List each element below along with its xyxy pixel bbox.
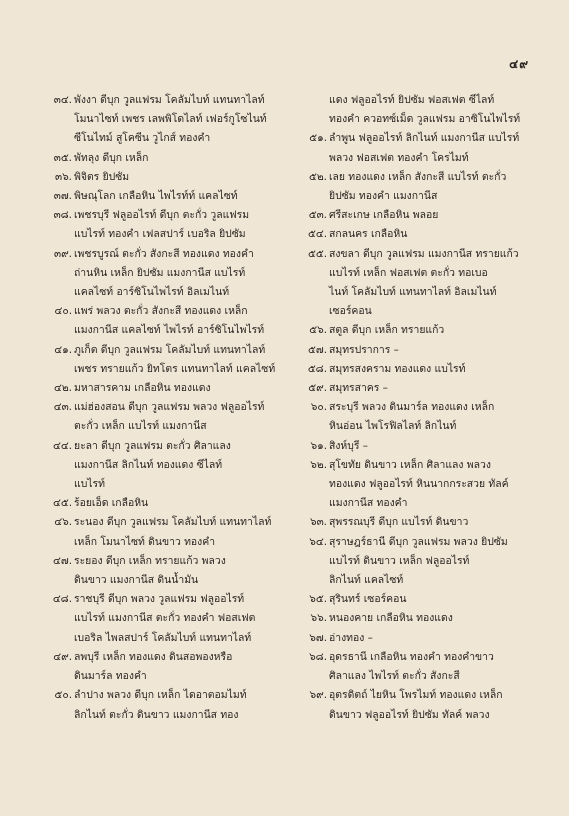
entry-line: ศรีสะเกษ เกลือหิน พลอย [329, 209, 439, 222]
entry-number: ๖๑. [310, 439, 327, 452]
entry-line: อุตรดิตถ์ ไยหิน โพรไมท์ ทองแดง เหล็ก [329, 689, 503, 702]
entry-number: ๔๔. [52, 439, 72, 452]
entry-line: เซอร์คอน [329, 305, 372, 318]
entry-number: ๔๑. [54, 343, 72, 356]
province-entry [295, 456, 535, 514]
province-entry [40, 379, 280, 398]
entry-number: ๖๕. [309, 593, 327, 606]
right-column [295, 91, 535, 725]
entry-line: แมงกานีส แคลไซท์ ไพไรท์ อาร์ซิโนไพไรท์ [74, 324, 265, 337]
entry-line: พิษณุโลก เกลือหิน ไพไรท์ท์ แคลไซท์ [74, 190, 238, 203]
entry-line: ดินขาว แมงกานีส ดินน้ำมัน [74, 574, 199, 587]
entry-number: ๕๘. [307, 362, 327, 375]
province-entry [40, 552, 280, 590]
entry-number: ๔๐. [54, 305, 72, 318]
entry-line: สุพรรณบุรี ดีบุก แบไรท์ ดินขาว [329, 516, 469, 529]
entry-line: ราชบุรี ดีบุก พลวง วูลแฟรม ฟลูออไรท์ [74, 593, 245, 606]
entry-number: ๕๕. [307, 247, 327, 260]
province-entry [295, 590, 535, 609]
entry-number: ๔๙. [53, 650, 72, 663]
province-entry [295, 360, 535, 379]
entry-number: ๔๗. [53, 554, 72, 567]
entry-number: ๓๘. [53, 209, 72, 222]
entry-line: ยิปซัม ทองคำ แมงกานีส [329, 190, 438, 203]
province-entry [295, 245, 535, 322]
province-entry [40, 398, 280, 436]
entry-line: แดง ฟลูออไรท์ ยิปซัม ฟอสเฟต ซีไลท์ [329, 94, 495, 106]
province-entry [40, 437, 280, 495]
province-entry [295, 91, 535, 129]
entry-line: ตะกั่ว เหล็ก แบไรท์ แมงกานีส [74, 420, 207, 433]
entry-number: ๔๒. [53, 382, 72, 395]
entry-line: มหาสารคาม เกลือหิน ทองแดง [74, 382, 211, 395]
entry-line: แมงกานีส ลิกไนท์ ทองแดง ซีไลท์ [74, 458, 223, 471]
province-entry [295, 629, 535, 648]
entry-line: แม่ฮ่องสอน ดีบุก วูลแฟรม พลวง ฟลูออไรท์ [74, 401, 265, 414]
entry-number: ๓๙. [53, 247, 72, 260]
entry-number: ๖๖. [310, 612, 327, 625]
entry-line: แมงกานีส ทองคำ [329, 497, 408, 510]
province-entry [295, 206, 535, 225]
entry-number: ๓๖. [54, 170, 72, 183]
entry-line: ทองแดง ฟลูออไรท์ หินนากกระสวย ทัลค์ [329, 478, 509, 491]
province-entry [40, 302, 280, 340]
province-entry [295, 341, 535, 360]
entry-line: สงขลา ดีบุก วูลแฟรม แมงกานีส ทรายแก้ว [329, 247, 519, 260]
province-entry [40, 149, 280, 168]
entry-line: สุรินทร์ เซอร์คอน [329, 593, 407, 606]
entry-line: พัทลุง ดีบุก เหล็ก [74, 151, 149, 164]
entry-number: ๖๐. [310, 401, 327, 414]
entry-line: ลิกไนท์ ตะกั่ว ดินขาว แมงกานีส ทอง [74, 708, 239, 721]
province-entry [40, 187, 280, 206]
entry-number: ๔๕. [52, 497, 72, 510]
province-entry [40, 245, 280, 303]
province-entry [295, 379, 535, 398]
entry-line: สมุทรปราการ – [329, 343, 399, 356]
entry-line: ลำปาง พลวง ดีบุก เหล็ก ไดอาตอมไมท์ [74, 689, 247, 702]
entry-number: ๔๖. [54, 516, 72, 529]
entry-line: เบอริล ไพลสปาร์ โคลัมไบท์ แทนทาไลท์ [74, 631, 252, 644]
entry-line: แบไรท์ เหล็ก ฟอสเฟต ตะกั่ว ทอเบอ [329, 266, 488, 279]
entry-number: ๖๒. [310, 458, 327, 471]
entry-number: ๕๒. [308, 170, 327, 183]
province-entry [40, 590, 280, 648]
entry-number: ๖๘. [309, 650, 327, 663]
entry-number: ๖๔. [309, 535, 327, 548]
entry-line: เลย ทองแดง เหล็ก สังกะสี แบไรท์ ตะกั่ว [329, 170, 507, 183]
entry-line: สุราษฎร์ธานี ดีบุก วูลแฟรม พลวง ยิปซัม [329, 535, 508, 548]
province-entry [295, 321, 535, 340]
province-entry [40, 341, 280, 379]
entry-line: พลวง ฟอสเฟต ทองคำ โครไมท์ [329, 151, 469, 164]
entry-number: ๓๗. [53, 190, 72, 203]
page-number: ๔๙ [509, 57, 529, 71]
entry-line: เหล็ก โมนาไซท์ ดินขาว ทองคำ [74, 535, 216, 548]
province-entry [295, 129, 535, 167]
entry-line: อ่างทอง – [329, 631, 373, 644]
entry-line: หินอ่อน ไพโรฟิลไลท์ ลิกไนท์ [329, 420, 457, 433]
entry-line: สิงห์บุรี – [329, 439, 368, 452]
province-entry [295, 513, 535, 532]
province-entry [40, 648, 280, 686]
entry-line: ทองคำ ควอทซ์เม็ด วูลแฟรม อาซิโนไพไรท์ [329, 113, 521, 126]
entry-number: ๖๙. [309, 689, 327, 702]
province-entry [40, 513, 280, 551]
entry-line: เพชรบูรณ์ ตะกั่ว สังกะสี ทองแดง ทองคำ [74, 247, 254, 260]
province-entry [295, 398, 535, 436]
entry-number: ๕๙. [308, 382, 327, 395]
entry-line: ไนท์ โคลัมไบท์ แทนทาไลท์ อิลเมไนท์ [329, 286, 497, 299]
entry-line: เพชร ทรายแก้ว ยิทโตร แทนทาไลท์ แคลไซท์ [74, 362, 276, 375]
entry-line: สมุทรสงคราม ทองแดง แบไรท์ [329, 362, 466, 375]
entry-line: โมนาไซท์ เพชร เลพพิโดไลท์ เฟอร์กูโซไนท์ [74, 113, 267, 126]
entry-line: พิจิตร ยิปซัม [74, 170, 130, 183]
entry-line: พังงา ดีบุก วูลแฟรม โคลัมไบท์ แทนทาไลท์ [74, 94, 265, 106]
province-entry [295, 533, 535, 591]
entry-number: ๕๖. [309, 324, 327, 337]
entry-line: ระยอง ดีบุก เหล็ก ทรายแก้ว พลวง [74, 554, 226, 567]
entry-number: ๔๓. [53, 401, 72, 414]
entry-line: ซีโนไทม์ สูโคซีน วูไกส์ ทองคำ [74, 132, 211, 145]
entry-number: ๕๐. [54, 689, 72, 702]
entry-line: แบไรท์ แมงกานีส ตะกั่ว ทองคำ ฟอสเฟต [74, 612, 256, 625]
entry-number: ๓๕. [53, 151, 72, 164]
province-entry [295, 648, 535, 686]
province-entry [40, 206, 280, 244]
entry-line: แพร่ พลวง ตะกั่ว สังกะสี ทองแดง เหล็ก [74, 305, 248, 318]
entry-number: ๔๘. [52, 593, 72, 606]
province-entry [295, 168, 535, 206]
entry-line: สกลนคร เกลือหิน [329, 228, 408, 241]
entry-number: ๕๔. [307, 228, 327, 241]
province-entry [295, 437, 535, 456]
entry-line: ถ่านหิน เหล็ก ยิปซัม แมงกานีส แบไรท์ [74, 266, 246, 279]
province-entry [295, 609, 535, 628]
entry-line: ลพบุรี เหล็ก ทองแดง ดินสอพองหรือ [74, 650, 233, 663]
left-column [40, 91, 280, 725]
entry-number: ๕๑. [309, 132, 327, 145]
entry-line: ลิกไนท์ แคลไซท์ [329, 574, 404, 587]
entry-line: ศิลาแลง ไพไรท์ ตะกั่ว สังกะสี [329, 670, 460, 683]
entry-line: หนองคาย เกลือหิน ทองแดง [329, 612, 453, 625]
entry-line: ดินมาร์ล ทองคำ [74, 670, 147, 683]
entry-number: ๖๓. [309, 516, 327, 529]
entry-line: ภูเก็ต ดีบุก วูลแฟรม โคลัมไบท์ แทนทาไลท์ [74, 343, 266, 356]
entry-line: ระนอง ดีบุก วูลแฟรม โคลัมไบท์ แทนทาไลท์ [74, 516, 272, 529]
entry-line: ร้อยเอ็ด เกลือหิน [74, 497, 149, 510]
entry-line: สุโขทัย ดินขาว เหล็ก ศิลาแลง พลวง [329, 458, 491, 471]
entry-number: ๖๗. [309, 631, 327, 644]
entry-line: แบไรท์ ดินขาว เหล็ก ฟลูออไรท์ [329, 554, 470, 567]
entry-line: ลำพูน ฟลูออไรท์ ลิกไนท์ แมงกานีส แบไรท์ [329, 132, 520, 145]
province-entry [40, 91, 280, 149]
entry-line: แบไรท์ ทองคำ เฟลสปาร์ เบอริล ยิปซัม [74, 228, 246, 241]
entry-line: อุดรธานี เกลือหิน ทองคำ ทองคำขาว [329, 650, 494, 663]
entry-number: ๕๗. [308, 343, 327, 356]
entry-line: แบไรท์ [74, 478, 105, 491]
entry-line: เพชรบุรี ฟลูออไรท์ ดีบุก ตะกั่ว วูลแฟรม [74, 209, 250, 222]
province-entry [40, 494, 280, 513]
province-entry [295, 686, 535, 724]
entry-number: ๕๓. [308, 209, 327, 222]
entry-number: ๓๔. [53, 94, 72, 106]
entry-line: ดินขาว ฟลูออไรท์ ยิปซัม ทัลค์ พลวง [329, 708, 490, 721]
entry-line: สมุทรสาคร – [329, 382, 388, 395]
province-entry [40, 168, 280, 187]
entry-line: สระบุรี พลวง ดินมาร์ล ทองแดง เหล็ก [329, 401, 495, 414]
entry-line: สตูล ดีบุก เหล็ก ทรายแก้ว [329, 324, 445, 337]
entry-line: ยะลา ดีบุก วูลแฟรม ตะกั่ว ศิลาแลง [74, 439, 231, 452]
entry-line: แคลไซท์ อาร์ซิโนไพไรท์ อิลเมไนท์ [74, 286, 230, 299]
province-entry [295, 225, 535, 244]
province-entry [40, 686, 280, 724]
